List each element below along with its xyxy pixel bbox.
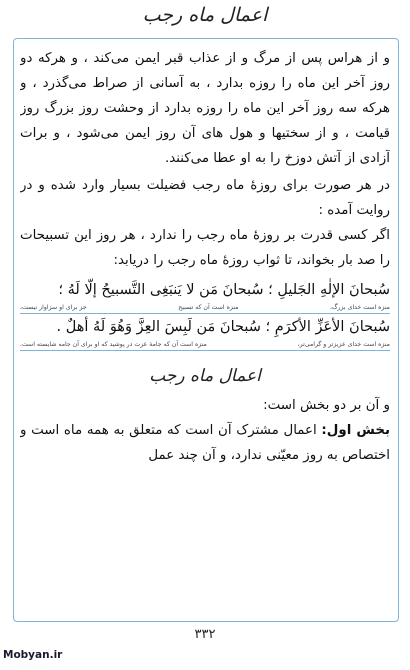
translation-text: جز برای او سزاوار نیست، <box>20 304 87 311</box>
page-footer <box>0 621 410 670</box>
dua-line: سُبحانَ الأعَزِّ الأکرَمِ ؛ سُبحانَ مَن لَبِسَ العِزَّ وَهُوَ لَهُ أهلٌ . <box>56 319 390 335</box>
dua-block <box>20 314 390 351</box>
page-content <box>20 46 390 616</box>
paragraph: و از هراس پس از مرگ و از عذاب قبر ایمن می‌کند ، و هرکه دو روز آخر این ماه را روزه بدارد ، به آسانی از صراط می‌گذرد ، و هرکه سه روز آخر این ماه را روزه بدارد از وحشت روز بزرگ روز قیامت ، و از سختیها و هول های آن روز ایمن می‌شود ، و برات آزادی از آتش دوزخ را به او عطا می‌کنند. <box>20 51 390 166</box>
translation-text: منزه است خدای بزرگ، <box>329 304 390 311</box>
paragraph: اگر کسی قدرت بر روزهٔ ماه رجب را ندارد ، هر روز این تسبیحات را صد بار بخواند، تا ثواب روزهٔ ماه رجب را دریابد: <box>20 228 390 268</box>
translation-text: منزه است خدای عزیزتر و گرامی‌تر، <box>297 341 390 348</box>
paragraph: در هر صورت برای روزهٔ ماه رجب فضیلت بسیار وارد شده و در روایت آمده : <box>20 178 390 218</box>
part-text: اعمال مشترک آن است که متعلق به همه ماه است و اختصاص به روز معیّنی ندارد، و آن چند عمل <box>20 423 390 463</box>
watermark: Mobyan.ir <box>3 649 63 661</box>
dua-line: سُبحانَ الإلٰهِ الجَلیلِ ؛ سُبحانَ مَن لا یَنبَغِی التَّسبیحُ إلّا لَهُ ؛ <box>58 282 390 298</box>
translation-row <box>20 340 390 350</box>
section-title: اعمال ماه رجب <box>149 366 261 386</box>
dua-block <box>20 277 390 314</box>
page-number: ۳۳۲ <box>194 627 216 642</box>
paragraph: و آن بر دو بخش است: <box>263 398 390 413</box>
translation-text: منزه است آن که تسبیح <box>178 304 239 311</box>
translation-text: منزه است آن که جامهٔ عزت در پوشید که او برای آن جامه شایسته است. <box>20 341 207 348</box>
paragraph <box>20 418 390 468</box>
running-title: اعمال ماه رجب <box>142 4 268 26</box>
part-label: بخش اول: <box>321 423 390 438</box>
translation-row <box>20 303 390 313</box>
page-header <box>0 0 410 38</box>
